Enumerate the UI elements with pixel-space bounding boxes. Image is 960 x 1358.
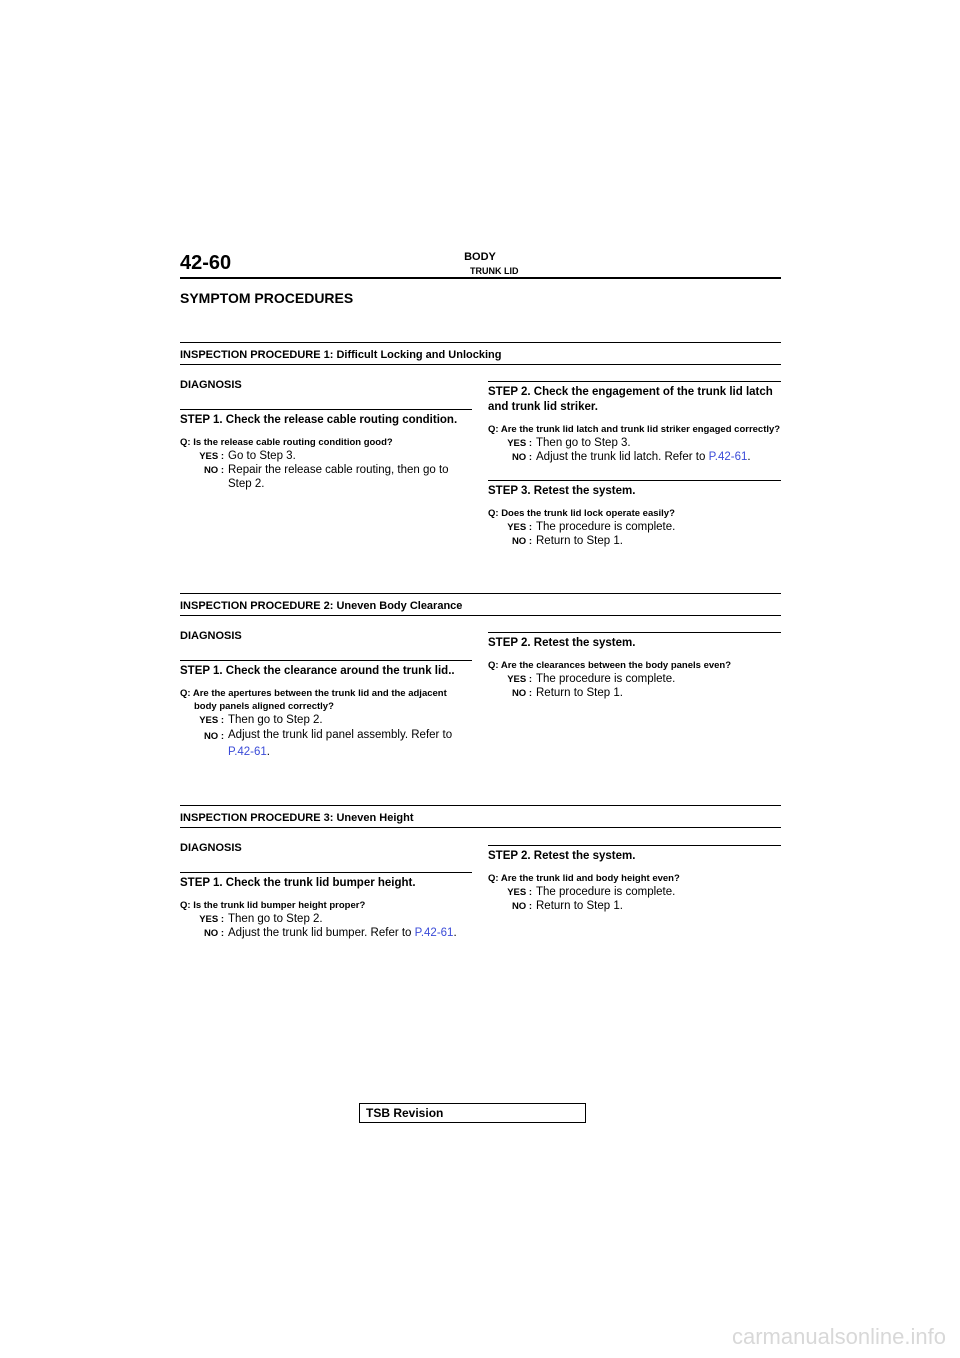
diagnosis-heading: DIAGNOSIS (180, 630, 242, 642)
step-3-question: Q: Does the trunk lid lock operate easily? (488, 508, 675, 519)
step-3-yes: YES : The procedure is complete. (507, 521, 676, 533)
step-2-title: STEP 2. Check the engagement of the trunk lid latch and trunk lid striker. (488, 381, 781, 415)
step-1-yes: YES : Then go to Step 2. (199, 714, 323, 726)
step-2-no: NO : Return to Step 1. (511, 687, 623, 699)
step-1-question: Q: Is the release cable routing condition good? (180, 437, 393, 448)
watermark: carmanualsonline.info (731, 1324, 946, 1349)
step-2-question: Q: Are the trunk lid and body height even? (488, 873, 680, 884)
step-1-question: Q: Is the trunk lid bumper height proper? (180, 900, 366, 911)
procedure-title: INSPECTION PROCEDURE 3: Uneven Height (180, 805, 781, 828)
step-1-no: NO : Adjust the trunk lid bumper. Refer to P.42-61. (203, 927, 457, 939)
right-column (488, 845, 781, 913)
step-2-no: NO : Adjust the trunk lid latch. Refer to P.42-61. (511, 451, 751, 463)
step-2-yes: YES : The procedure is complete. (507, 886, 676, 898)
left-column (180, 842, 472, 940)
inspection-procedure-1 (180, 342, 781, 547)
step-1-title: STEP 1. Check the release cable routing condition. (180, 409, 472, 428)
page-reference-link[interactable]: P.42-61 (414, 927, 454, 939)
step-2-title: STEP 2. Retest the system. (488, 632, 781, 651)
section-title: SYMPTOM PROCEDURES (180, 290, 354, 306)
step-1-no: NO : Adjust the trunk lid panel assembly. Refer to P.42-61. (203, 729, 453, 758)
step-1-title: STEP 1. Check the trunk lid bumper height. (180, 872, 472, 891)
right-column (488, 381, 781, 548)
step-2-no: NO : Return to Step 1. (511, 900, 623, 912)
diagnosis-heading: DIAGNOSIS (180, 842, 242, 854)
step-1-yes: YES : Go to Step 3. (199, 450, 296, 462)
step-2-title: STEP 2. Retest the system. (488, 845, 781, 864)
step-2-question: Q: Are the clearances between the body panels even? (488, 660, 732, 671)
step-3-title: STEP 3. Retest the system. (488, 480, 781, 499)
step-1-no: NO : Repair the release cable routing, then go to Step 2. (203, 464, 449, 490)
inspection-procedure-2 (180, 593, 781, 758)
left-column (180, 379, 472, 491)
step-2-yes: YES : Then go to Step 3. (507, 437, 631, 449)
tsb-revision-box: TSB Revision (359, 1103, 586, 1123)
diagnosis-heading: DIAGNOSIS (180, 379, 242, 391)
procedure-title: INSPECTION PROCEDURE 1: Difficult Locking and Unlocking (180, 342, 781, 365)
inspection-procedure-3 (180, 805, 781, 939)
subchapter-title: TRUNK LID (470, 266, 519, 276)
procedure-title: INSPECTION PROCEDURE 2: Uneven Body Clearance (180, 593, 781, 616)
page-reference-link[interactable]: P.42-61 (228, 746, 267, 758)
step-1-yes: YES : Then go to Step 2. (199, 913, 323, 925)
step-2-question: Q: Are the trunk lid latch and trunk lid striker engaged correctly? (488, 424, 781, 435)
chapter-title: BODY (464, 251, 496, 263)
page-reference-link[interactable]: P.42-61 (708, 451, 748, 463)
step-1-question: Q: Are the apertures between the trunk lid and the adjacent body panels aligned correctly? (180, 688, 447, 712)
step-1-title: STEP 1. Check the clearance around the trunk lid.. (180, 660, 472, 679)
left-column (180, 630, 472, 761)
step-3-no: NO : Return to Step 1. (511, 535, 623, 547)
page-number: 42-60 (180, 252, 232, 274)
header-rule (180, 277, 781, 279)
right-column (488, 632, 781, 700)
step-2-yes: YES : The procedure is complete. (507, 673, 676, 685)
